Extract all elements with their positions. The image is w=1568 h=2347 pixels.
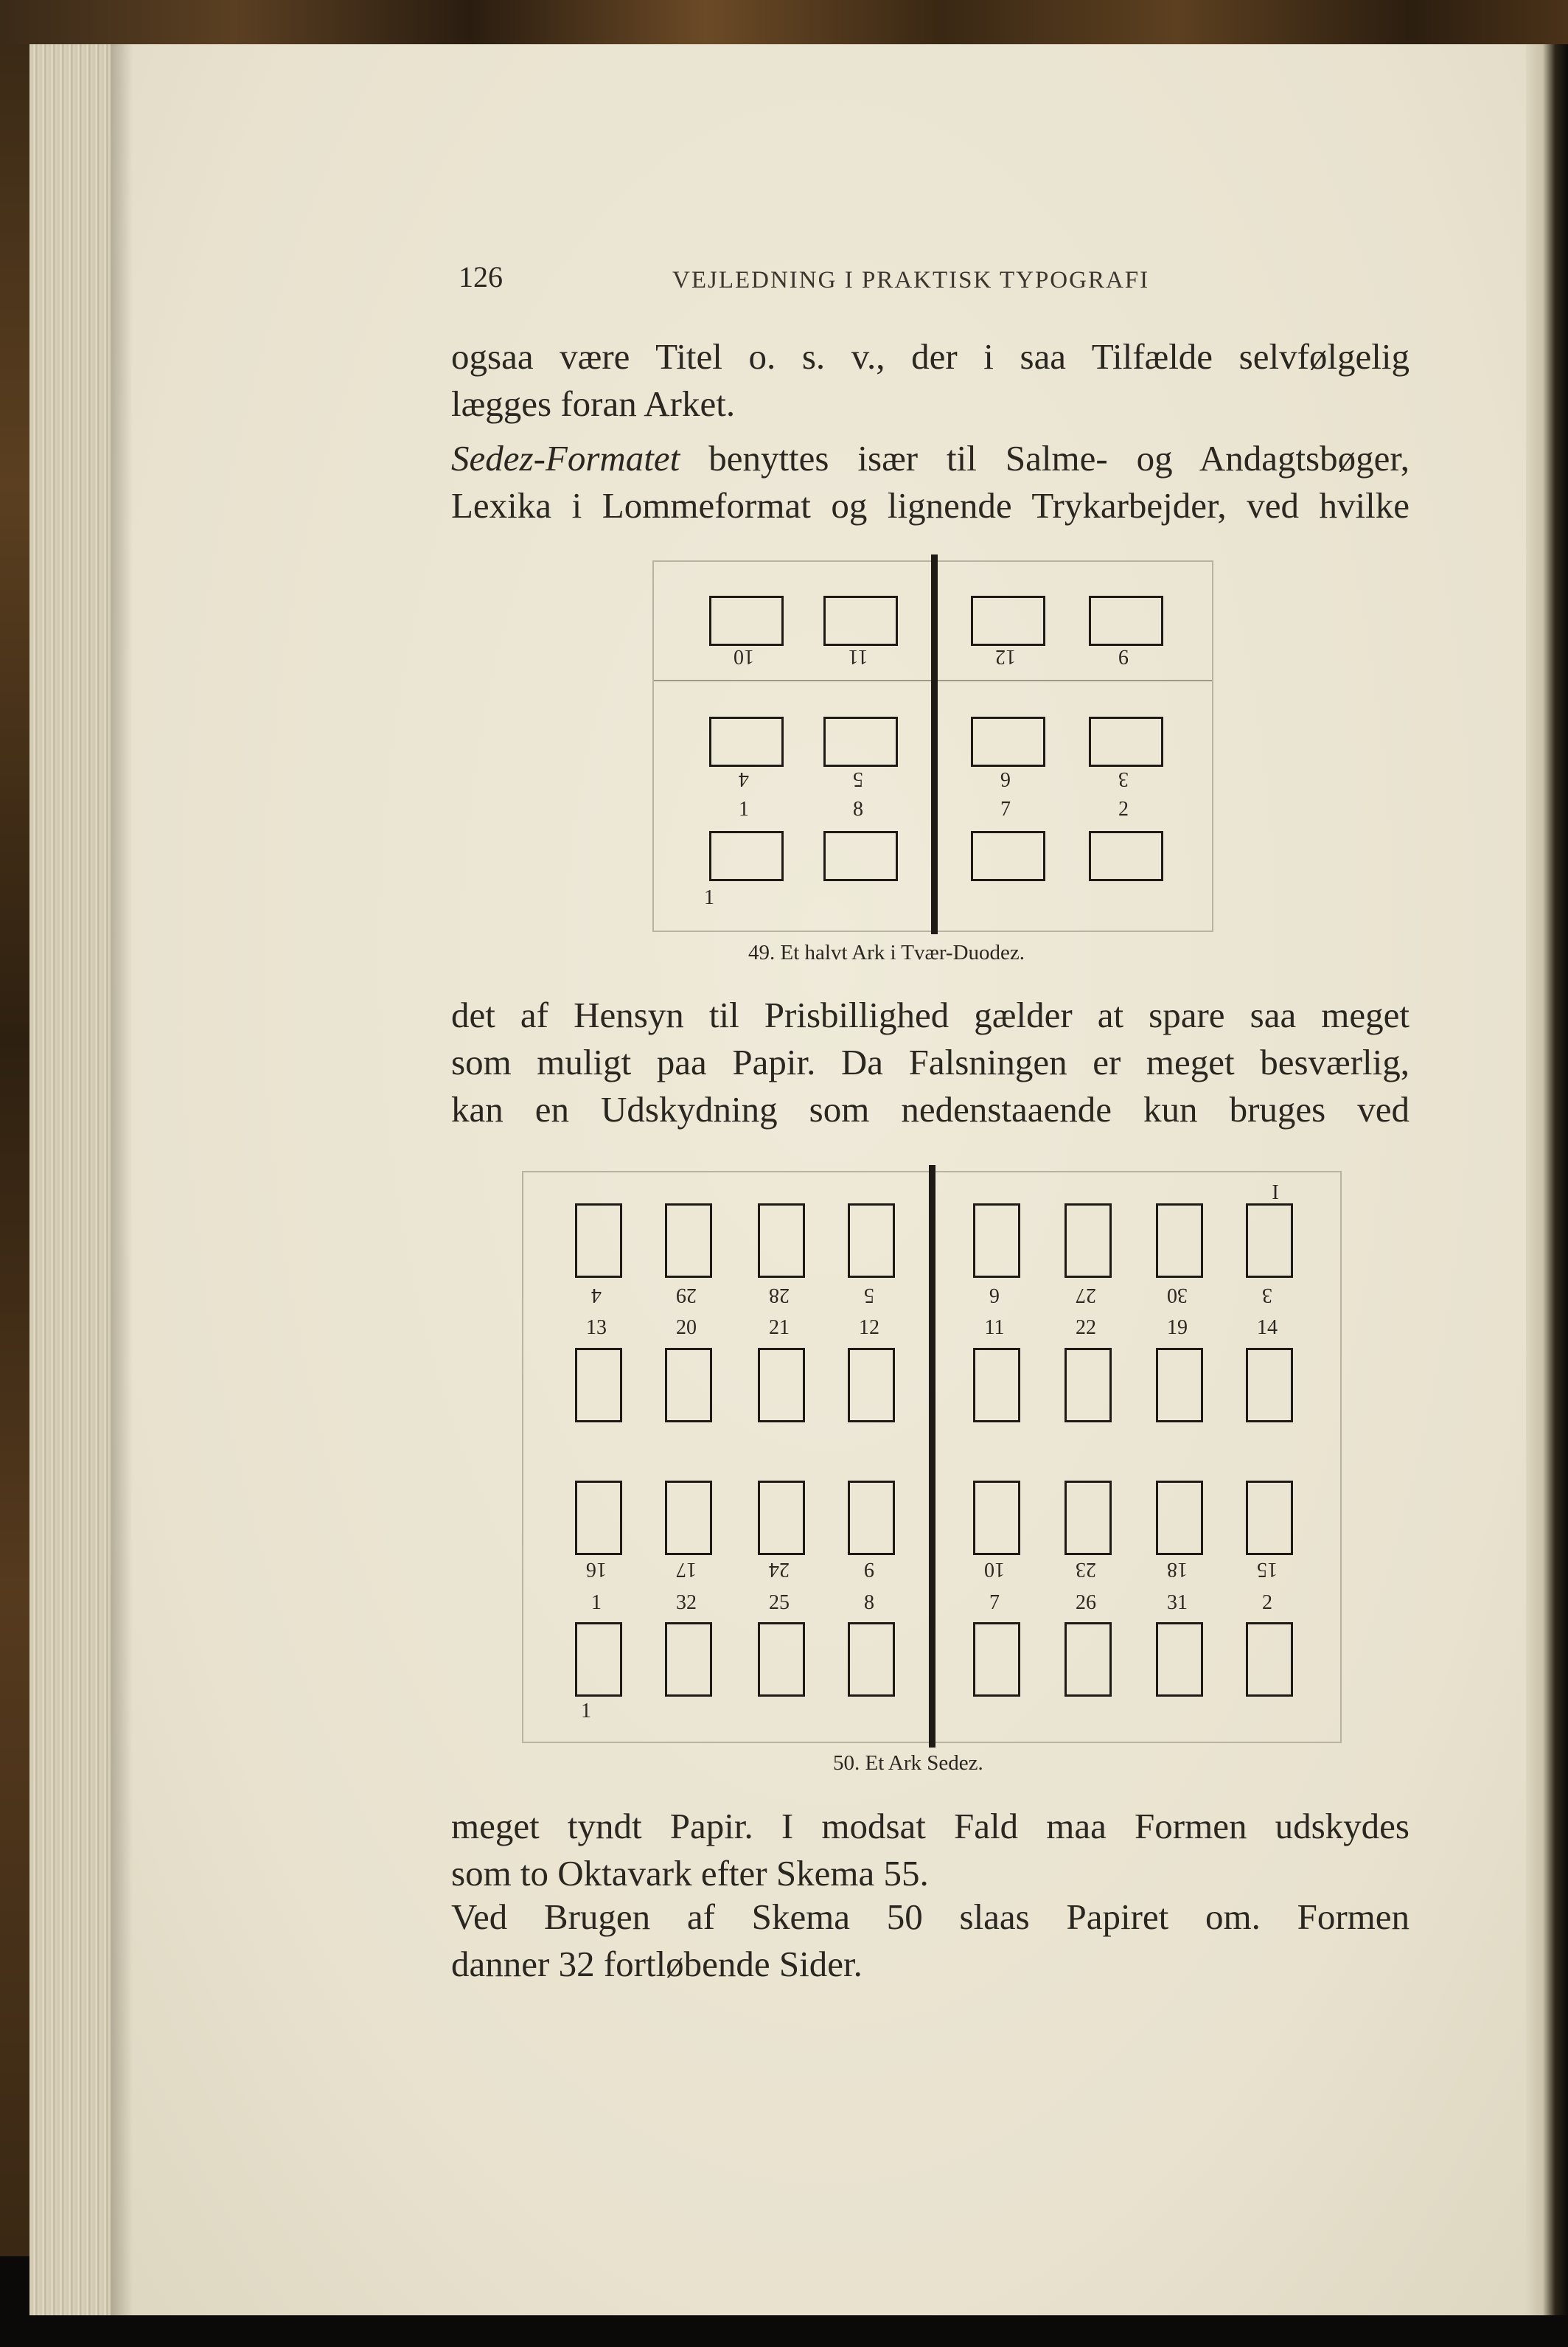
page-label: 4: [739, 768, 749, 790]
page-label: 5: [864, 1284, 874, 1307]
paragraph-line: Lexika i Lommeformat og lignende Trykarbejder, ved hvilke: [451, 485, 1410, 526]
book-cover-left: [0, 44, 29, 2256]
page-label: 23: [1076, 1558, 1096, 1581]
page-box: [1065, 1622, 1112, 1697]
page-box: [971, 831, 1045, 881]
page-box: [848, 1481, 895, 1555]
paragraph-5: [451, 1894, 1410, 1988]
paragraph-2: [451, 435, 1410, 529]
page-label: 10: [984, 1558, 1005, 1581]
page-label: 1: [739, 798, 749, 821]
page-box: [973, 1203, 1020, 1278]
page-box: [709, 596, 784, 646]
page-box: [1089, 596, 1163, 646]
page-label: 12: [995, 645, 1016, 668]
page-box: [1246, 1203, 1293, 1278]
page-label: 5: [853, 768, 863, 790]
page-box: [709, 831, 784, 881]
page-label: 32: [676, 1591, 697, 1614]
page-label: 27: [1076, 1284, 1096, 1307]
corner-mark: I: [1272, 1181, 1279, 1204]
page-label: 9: [1118, 645, 1129, 668]
page-box: [1089, 717, 1163, 767]
paragraph-line: Ved Brugen af Skema 50 slaas Papiret om. Formen: [451, 1896, 1410, 1937]
paragraph-line: som muligt paa Papir. Da Falsningen er meget besværlig,: [451, 1042, 1410, 1082]
page-box: [1065, 1203, 1112, 1278]
paragraph-line: [451, 435, 1410, 482]
page-label: 11: [984, 1316, 1005, 1339]
page-label: 2: [1118, 798, 1129, 821]
center-bar: [931, 554, 938, 934]
page-label: 2: [1262, 1591, 1272, 1614]
page-box: [973, 1348, 1020, 1422]
page-label: 8: [864, 1591, 874, 1614]
page-label: 11: [848, 645, 868, 668]
page-box: [971, 596, 1045, 646]
page-label: 3: [1118, 768, 1129, 790]
page-label: 7: [1000, 798, 1011, 821]
page-label: 4: [591, 1284, 602, 1307]
page-box: [973, 1622, 1020, 1697]
page-label: 28: [769, 1284, 790, 1307]
page-label: 30: [1167, 1284, 1188, 1307]
paragraph-1: [451, 333, 1410, 428]
page-label: 29: [676, 1284, 697, 1307]
figure-49-caption: 49. Et halvt Ark i Tvær-Duodez.: [748, 941, 1025, 964]
page-box: [1156, 1622, 1203, 1697]
page-box: [758, 1481, 805, 1555]
page-box: [1246, 1481, 1293, 1555]
page-box: [665, 1203, 712, 1278]
page-box: [1089, 831, 1163, 881]
page-label: 9: [864, 1558, 874, 1581]
paragraph-4: [451, 1803, 1410, 1897]
page-number: 126: [459, 260, 503, 293]
page-label: 17: [676, 1558, 697, 1581]
page-box: [665, 1348, 712, 1422]
page-label: 19: [1167, 1316, 1188, 1339]
page-label: 1: [591, 1591, 602, 1614]
page-box: [1156, 1348, 1203, 1422]
running-head: VEJLEDNING I PRAKTISK TYPOGRAFI: [672, 267, 1150, 293]
page-label: 7: [989, 1591, 1000, 1614]
page-label: 1: [704, 886, 714, 909]
page-label: 24: [769, 1558, 790, 1581]
gutter-shadow: [111, 44, 133, 2315]
paragraph-line: danner 32 fortløbende Sider.: [451, 1944, 863, 1984]
page-box: [823, 831, 898, 881]
page-box: [1065, 1481, 1112, 1555]
page-label: 21: [769, 1316, 790, 1339]
page-label: 22: [1076, 1316, 1096, 1339]
page-label: 15: [1257, 1558, 1278, 1581]
paragraph-line: kan en Udskydning som nedenstaaende kun bruges ved: [451, 1089, 1410, 1130]
paragraph-line: meget tyndt Papir. I modsat Fald maa Formen udskydes: [451, 1806, 1410, 1846]
page-box: [973, 1481, 1020, 1555]
page-label: 20: [676, 1316, 697, 1339]
paragraph-line: ogsaa være Titel o. s. v., der i saa Tilfælde selvfølgelig: [451, 336, 1410, 377]
page-box: [575, 1203, 622, 1278]
page-box: [1065, 1348, 1112, 1422]
page-box: [823, 717, 898, 767]
paragraph-text: benyttes især til Salme- og Andagtsbøger,: [680, 438, 1410, 479]
figure-49-diagram: [652, 560, 1213, 932]
page-box: [823, 596, 898, 646]
page-box: [758, 1348, 805, 1422]
page-box: [709, 717, 784, 767]
page-label: 26: [1076, 1591, 1096, 1614]
page-label: 16: [586, 1558, 607, 1581]
page-box: [575, 1481, 622, 1555]
page-box: [848, 1203, 895, 1278]
page-box: [758, 1203, 805, 1278]
paragraph-line: lægges foran Arket.: [451, 383, 736, 424]
page-box: [575, 1348, 622, 1422]
page-box: [848, 1348, 895, 1422]
page-box: [848, 1622, 895, 1697]
page-label: 8: [853, 798, 863, 821]
page-box: [1246, 1348, 1293, 1422]
figure-50-caption: 50. Et Ark Sedez.: [833, 1751, 983, 1775]
page-label: 31: [1167, 1591, 1188, 1614]
page-label: 10: [734, 645, 754, 668]
page-box: [665, 1481, 712, 1555]
page-label: 1: [581, 1700, 591, 1722]
page-box: [758, 1622, 805, 1697]
paragraph-line: som to Oktavark efter Skema 55.: [451, 1853, 929, 1894]
page-label: 14: [1257, 1316, 1278, 1339]
page-box: [1246, 1622, 1293, 1697]
page-label: 3: [1262, 1284, 1272, 1307]
paragraph-line: det af Hensyn til Prisbillighed gælder at spare saa meget: [451, 995, 1410, 1035]
page-right-edge: [1526, 44, 1568, 2315]
italic-term: Sedez-Formatet: [451, 438, 680, 479]
page-label: 18: [1167, 1558, 1188, 1581]
page-label: 12: [859, 1316, 879, 1339]
page-label: 6: [989, 1284, 1000, 1307]
center-bar: [929, 1165, 935, 1748]
figure-50-diagram: [522, 1171, 1342, 1743]
page-label: 6: [1000, 768, 1011, 790]
page-box: [665, 1622, 712, 1697]
page-box: [971, 717, 1045, 767]
page-box: [1156, 1203, 1203, 1278]
page-label: 25: [769, 1591, 790, 1614]
page-box: [1156, 1481, 1203, 1555]
page-edges: [29, 44, 118, 2315]
page-box: [575, 1622, 622, 1697]
paragraph-3: [451, 992, 1410, 1133]
page-label: 13: [586, 1316, 607, 1339]
